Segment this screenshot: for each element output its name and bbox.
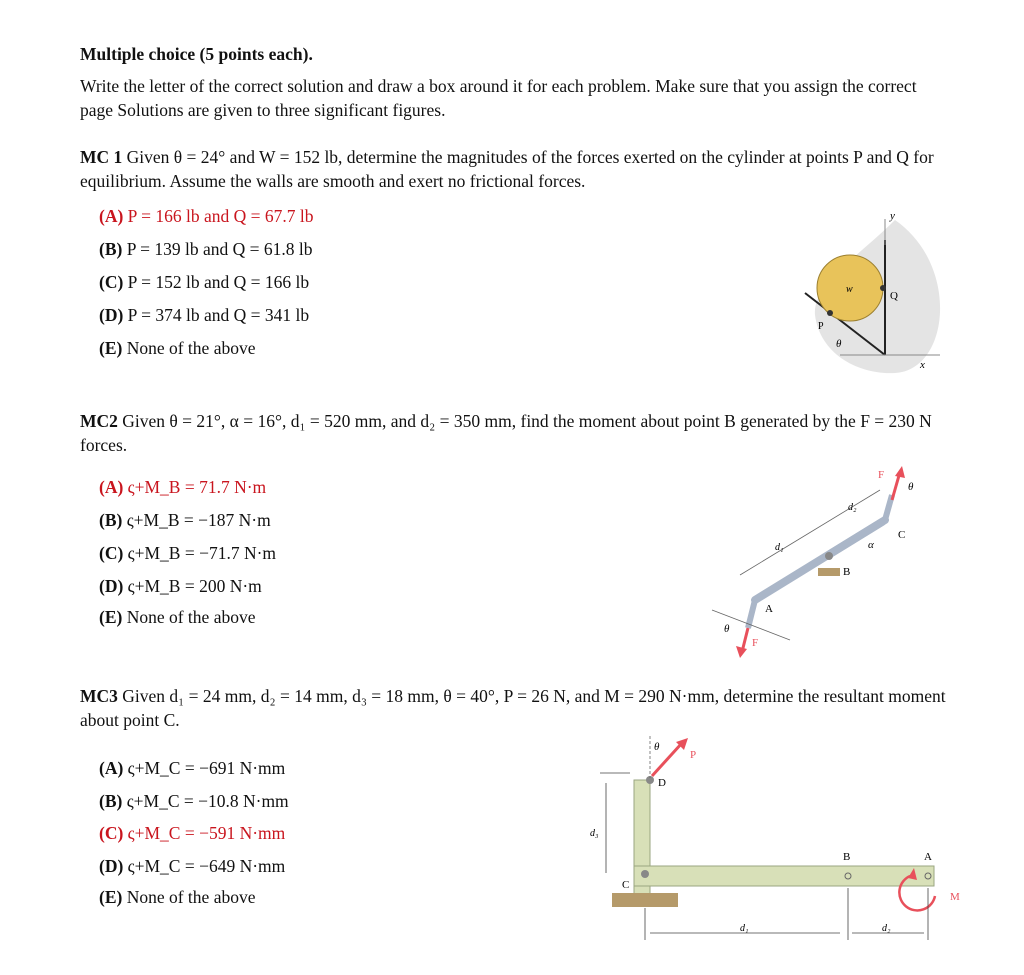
- mc3-support-base: [612, 893, 678, 907]
- mc2-label-f-bottom: F: [752, 637, 759, 649]
- mc2-force-top-head: [895, 466, 905, 478]
- mc2-label-d2: d₂: [848, 502, 857, 513]
- mc3-option-e[interactable]: (E) None of the above: [99, 887, 256, 907]
- mc2-label-c: C: [898, 529, 906, 541]
- mc1-option-e[interactable]: (E) None of the above: [99, 338, 256, 358]
- mc3-label-p: P: [690, 749, 697, 761]
- mc2-label-theta-top: θ: [908, 481, 914, 493]
- mc1-option-d[interactable]: (D) P = 374 lb and Q = 341 lb: [99, 305, 310, 325]
- mc3-figure: [590, 728, 970, 943]
- mc3-label: MC3: [80, 686, 118, 706]
- mc1-label-w: w: [846, 284, 853, 295]
- mc2-bar-upper: [830, 522, 882, 554]
- mc2-label-d1: d₁: [775, 542, 784, 553]
- section-title: Multiple choice (5 points each).: [80, 44, 313, 64]
- mc1-question-text: Given θ = 24° and W = 152 lb, determine the magnitudes of the forces exerted on the cylinder at points P and Q for equilibrium. Assume the walls are smooth and exert no frictional forces.: [80, 147, 934, 191]
- mc1-question: [80, 145, 950, 193]
- mc3-option-b[interactable]: (B) ς+M_C = −10.8 N·mm: [99, 791, 289, 811]
- mc1-label-y: y: [890, 210, 895, 222]
- mc2-option-c[interactable]: (C) ς+M_B = −71.7 N·m: [99, 543, 277, 563]
- mc1-contact-q: [880, 285, 886, 291]
- mc2-option-d[interactable]: (D) ς+M_B = 200 N·m: [99, 576, 262, 596]
- mc3-option-a[interactable]: (A) ς+M_C = −691 N·mm: [99, 758, 286, 778]
- mc3-option-d[interactable]: (D) ς+M_C = −649 N·mm: [99, 856, 286, 876]
- mc1-label-theta: θ: [836, 338, 842, 350]
- mc2-option-a[interactable]: (A) ς+M_B = 71.7 N·m: [99, 477, 267, 497]
- mc3-member-horizontal: [634, 866, 934, 886]
- mc3-question: [80, 684, 950, 732]
- mc2-question-text: Given θ = 21°, α = 16°, d₁ = 520 mm, and d₂ = 350 mm, find the moment about point B generated by the F = 230 N forces.: [80, 411, 932, 455]
- mc3-pin-c: [641, 870, 649, 878]
- mc3-label-b: B: [843, 851, 851, 863]
- mc1-label-x: x: [920, 359, 925, 371]
- mc2-label-theta-bottom: θ: [724, 623, 730, 635]
- mc1-option-a[interactable]: (A) P = 166 lb and Q = 67.7 lb: [99, 206, 314, 226]
- mc2-lever-a: [748, 600, 755, 628]
- mc2-figure: [700, 460, 940, 665]
- mc3-label-d1: d₁: [740, 923, 749, 934]
- mc3-label-theta: θ: [654, 741, 660, 753]
- mc1-label-p: P: [818, 321, 824, 332]
- mc1-option-c[interactable]: (C) P = 152 lb and Q = 166 lb: [99, 272, 310, 292]
- mc1-label-q: Q: [890, 290, 898, 302]
- mc2-pin-b: [825, 552, 833, 560]
- mc2-question: [80, 409, 950, 457]
- mc2-label-alpha: α: [868, 539, 874, 551]
- mc1-figure: [800, 205, 960, 380]
- instructions: Write the letter of the correct solution and draw a box around it for each problem. Make sure that you assign the correct page Solutions are given to three significant figures.: [80, 76, 917, 120]
- mc3-label-d: D: [658, 777, 666, 789]
- mc3-label-c: C: [622, 879, 630, 891]
- mc1-label: MC 1: [80, 147, 123, 167]
- mc2-label-f-top: F: [878, 469, 885, 481]
- mc3-label-a: A: [924, 851, 932, 863]
- mc3-question-text: Given d₁ = 24 mm, d₂ = 14 mm, d₃ = 18 mm, θ = 40°, P = 26 N, and M = 290 N·mm, determine the resultant moment about point C.: [80, 686, 946, 730]
- mc2-option-b[interactable]: (B) ς+M_B = −187 N·m: [99, 510, 271, 530]
- mc2-force-bottom-head: [736, 646, 747, 658]
- mc2-label-b: B: [843, 566, 851, 578]
- mc2-support-b: [818, 568, 840, 576]
- mc2-label-a: A: [765, 603, 773, 615]
- mc3-label-m: M: [950, 891, 960, 903]
- mc3-label-d3: d₃: [590, 828, 599, 839]
- mc2-option-e[interactable]: (E) None of the above: [99, 607, 256, 627]
- mc3-label-d2: d₂: [882, 923, 891, 934]
- mc1-contact-p: [827, 310, 833, 316]
- mc3-option-c[interactable]: (C) ς+M_C = −591 N·mm: [99, 823, 286, 843]
- mc2-label: MC2: [80, 411, 118, 431]
- mc1-option-b[interactable]: (B) P = 139 lb and Q = 61.8 lb: [99, 239, 313, 259]
